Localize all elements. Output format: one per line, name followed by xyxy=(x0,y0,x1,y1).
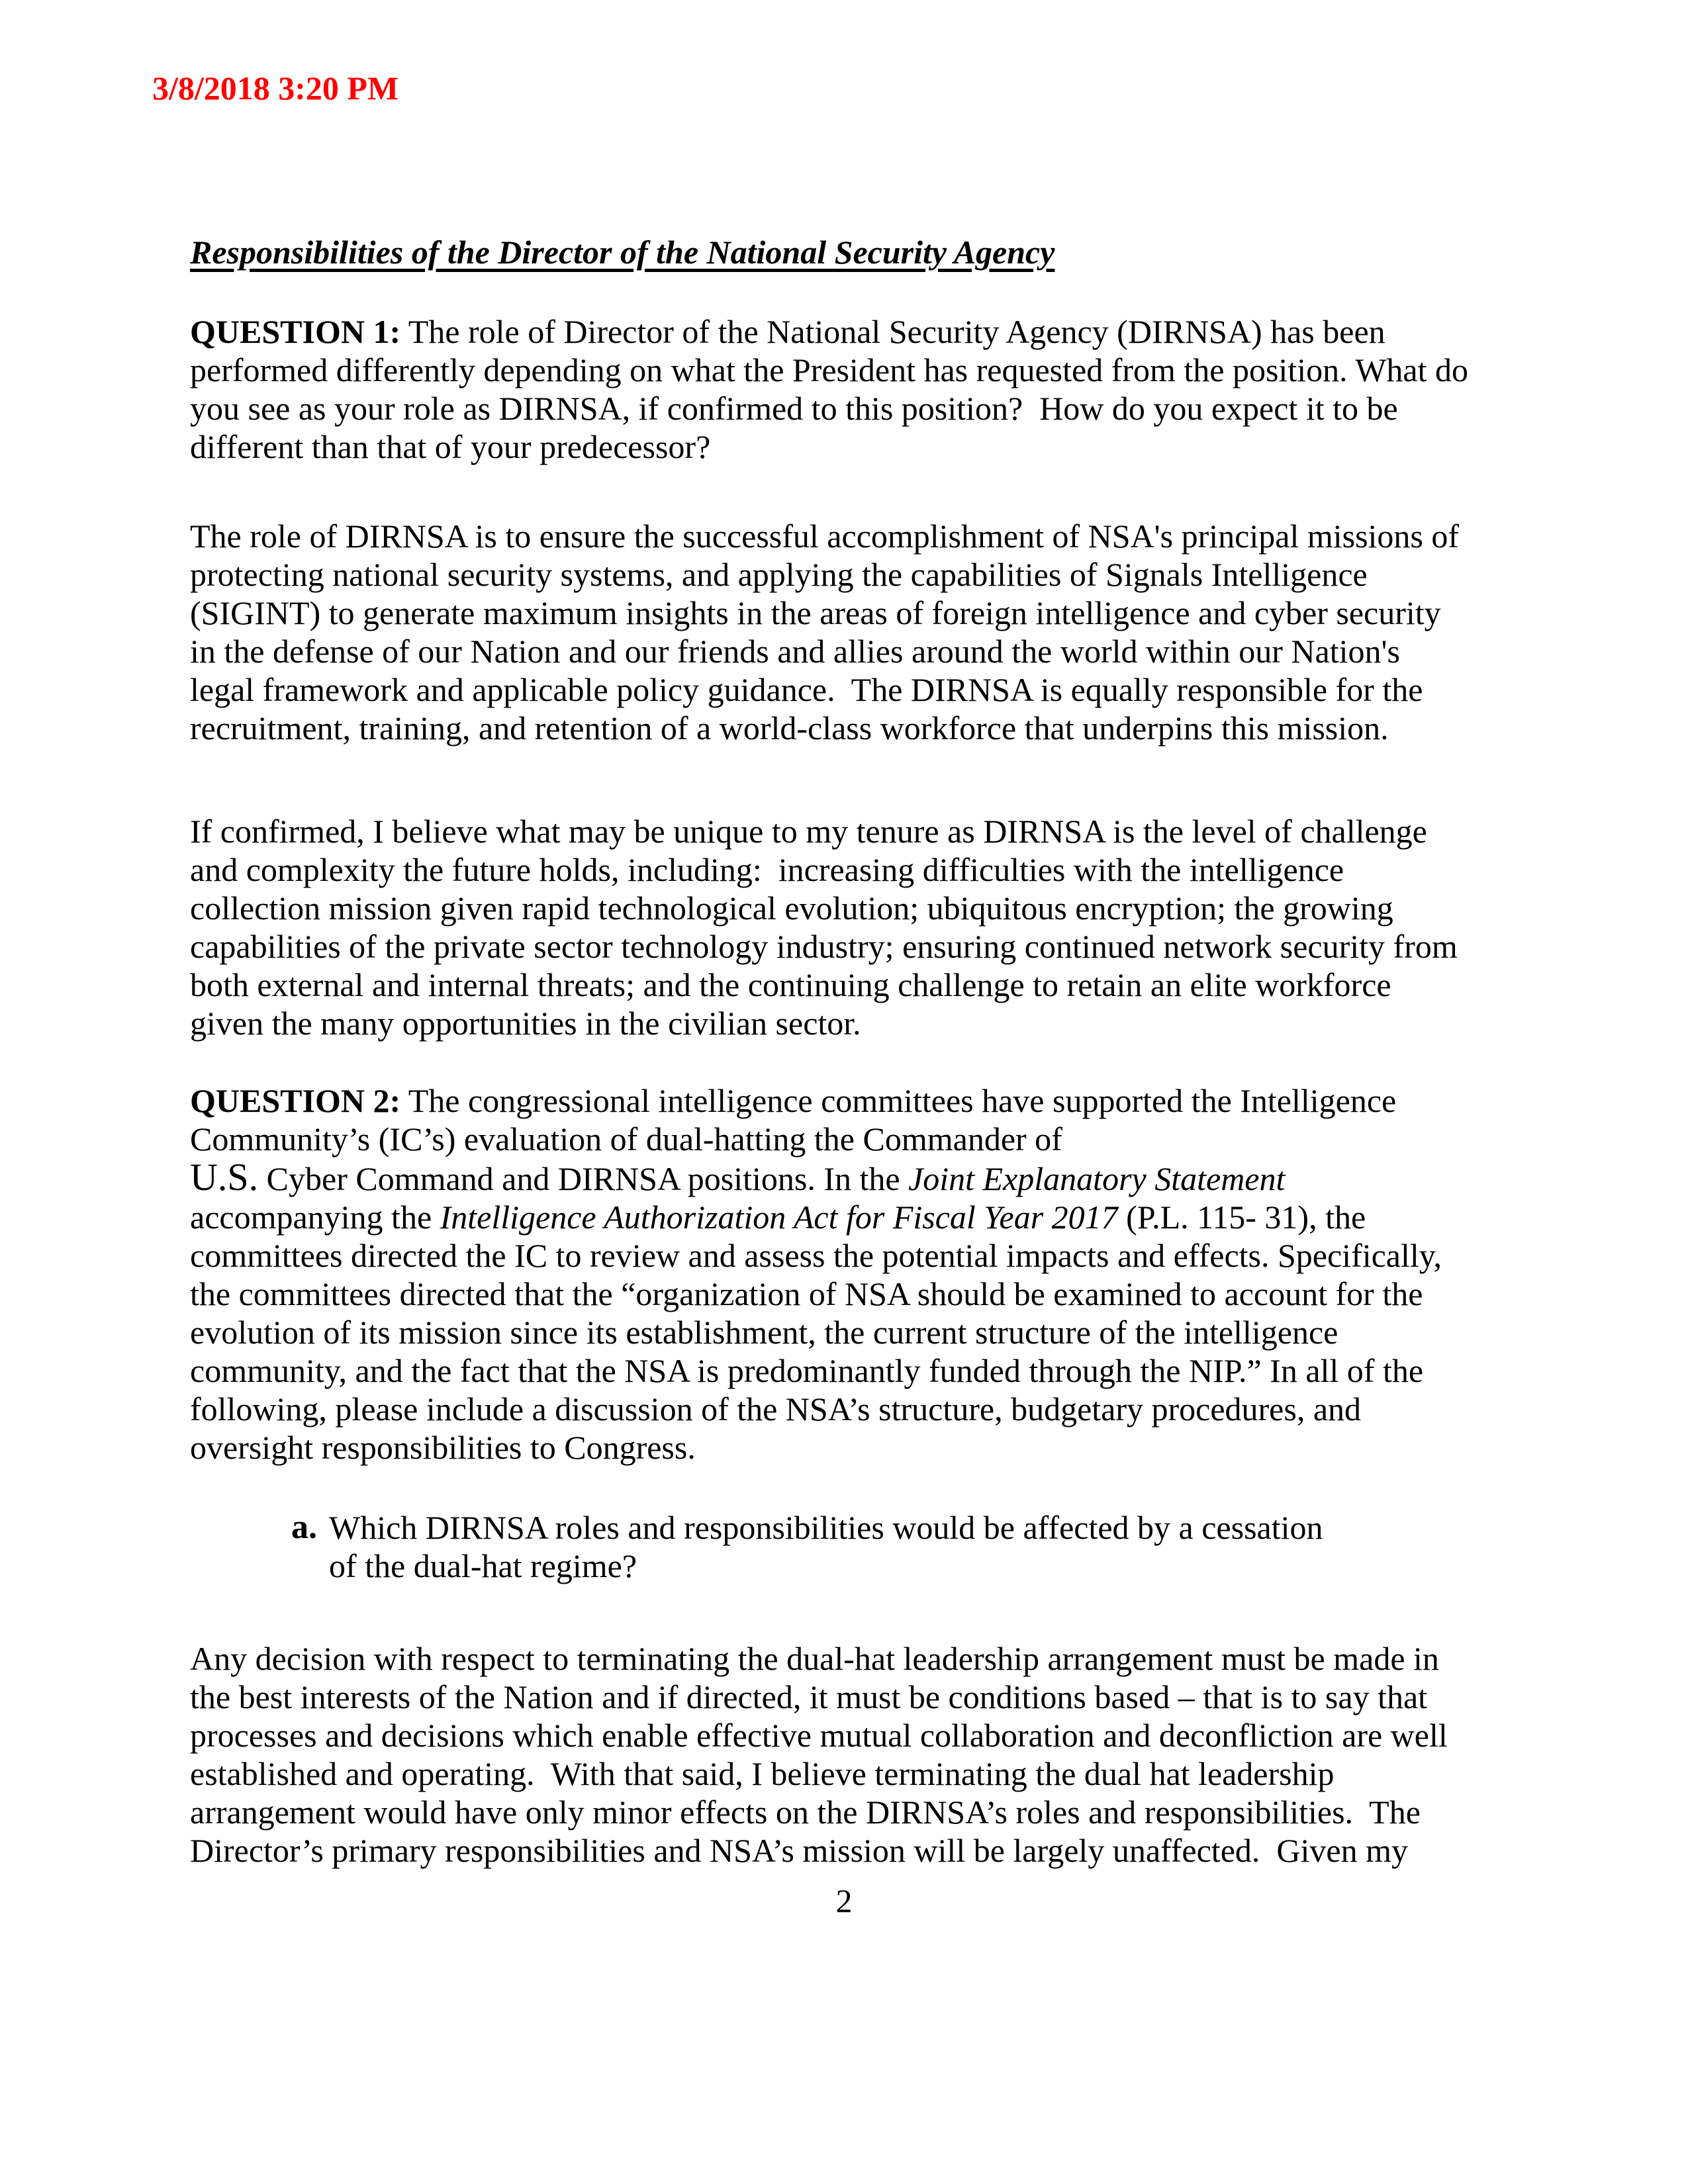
italic-joint-explanatory-statement: Joint Explanatory Statement xyxy=(908,1160,1286,1197)
page-number: 2 xyxy=(835,1882,853,1919)
italic-intelligence-authorization-act: Intelligence Authorization Act for Fiscal Year 2017 xyxy=(440,1199,1118,1236)
question-1-label: QUESTION 1: xyxy=(190,313,401,350)
paragraph-question-2 xyxy=(190,1081,1469,1467)
list-item-a-line-1: Which DIRNSA roles and responsibilities would be affected by a cessation xyxy=(329,1509,1323,1546)
question-2-label: QUESTION 2: xyxy=(190,1082,401,1119)
list-item-a-line-2: of the dual-hat regime? xyxy=(329,1547,637,1584)
question-2-text-3: accompanying the xyxy=(190,1160,1293,1236)
paragraph-answer-2: If confirmed, I believe what may be unique to my tenure as DIRNSA is the level of challenge and complexity the future holds, including: increasing difficulties with the intelligence collection mission given rapid technological evolution; ubiquitous encryption; the growing capabilities of the private sector technology industry; ensuring continued network security from both external and internal threats; and the continuing challenge to retain an elite workforce given the many opportunities in the civilian sector. xyxy=(190,813,1466,1042)
paragraph-question-1 xyxy=(190,312,1477,466)
question-2-text-2: Cyber Command and DIRNSA positions. In the xyxy=(258,1160,909,1197)
document-title: Responsibilities of the Director of the National Security Agency xyxy=(190,234,1055,271)
paragraph-answer-3: Any decision with respect to terminating the dual-hat leadership arrangement must be made in the best interests of the Nation and if directed, it must be conditions based – that is to say that processes and decisions which enable effective mutual collaboration and deconfliction are well established and operating. With that said, I believe terminating the dual hat leadership arrangement would have only minor effects on the DIRNSA’s roles and responsibilities. The Director’s primary responsibilities and NSA’s mission will be largely unaffected. Given my xyxy=(190,1640,1456,1869)
list-item-a xyxy=(190,1508,1469,1585)
list-marker-a: a. xyxy=(291,1508,317,1546)
question-2-text-1: The congressional intelligence committees have supported the Intelligence Community’s (IC’s) evaluation of dual-hatting the Commander of xyxy=(190,1082,1405,1158)
question-1-text: The role of Director of the National Security Agency (DIRNSA) has been performed differently depending on what the President has requested from the position. What do you see as your role as DIRNSA, if confirmed to this position? How do you expect it to be different than that of your predecessor? xyxy=(190,313,1477,465)
paragraph-answer-1: The role of DIRNSA is to ensure the successful accomplishment of NSA's principal missions of protecting national security systems, and applying the capabilities of Signals Intelligence (SIGINT) to generate maximum insights in the areas of foreign intelligence and cyber security in the defense of our Nation and our friends and allies around the world within our Nation's legal framework and applicable policy guidance. The DIRNSA is equally responsible for the recruitment, training, and retention of a world-class workforce that underpins this mission. xyxy=(190,518,1468,747)
document-body xyxy=(190,233,1477,1870)
question-2-text-4: (P.L. 115- 31), the committees directed the IC to review and assess the potential impacts and effects. Specifically, the committees directed that the “organization of NSA should be examined to account for the evolution of its mission since its establishment, the current structure of the intelligence community, and the fact that the NSA is predominantly funded through the NIP.” In all of the following, please include a discussion of the NSA’s structure, budgetary procedures, and oversight responsibilities to Congress. xyxy=(190,1199,1450,1466)
us-abbreviation: U.S. xyxy=(190,1156,259,1199)
header-timestamp: 3/8/2018 3:20 PM xyxy=(152,69,399,107)
